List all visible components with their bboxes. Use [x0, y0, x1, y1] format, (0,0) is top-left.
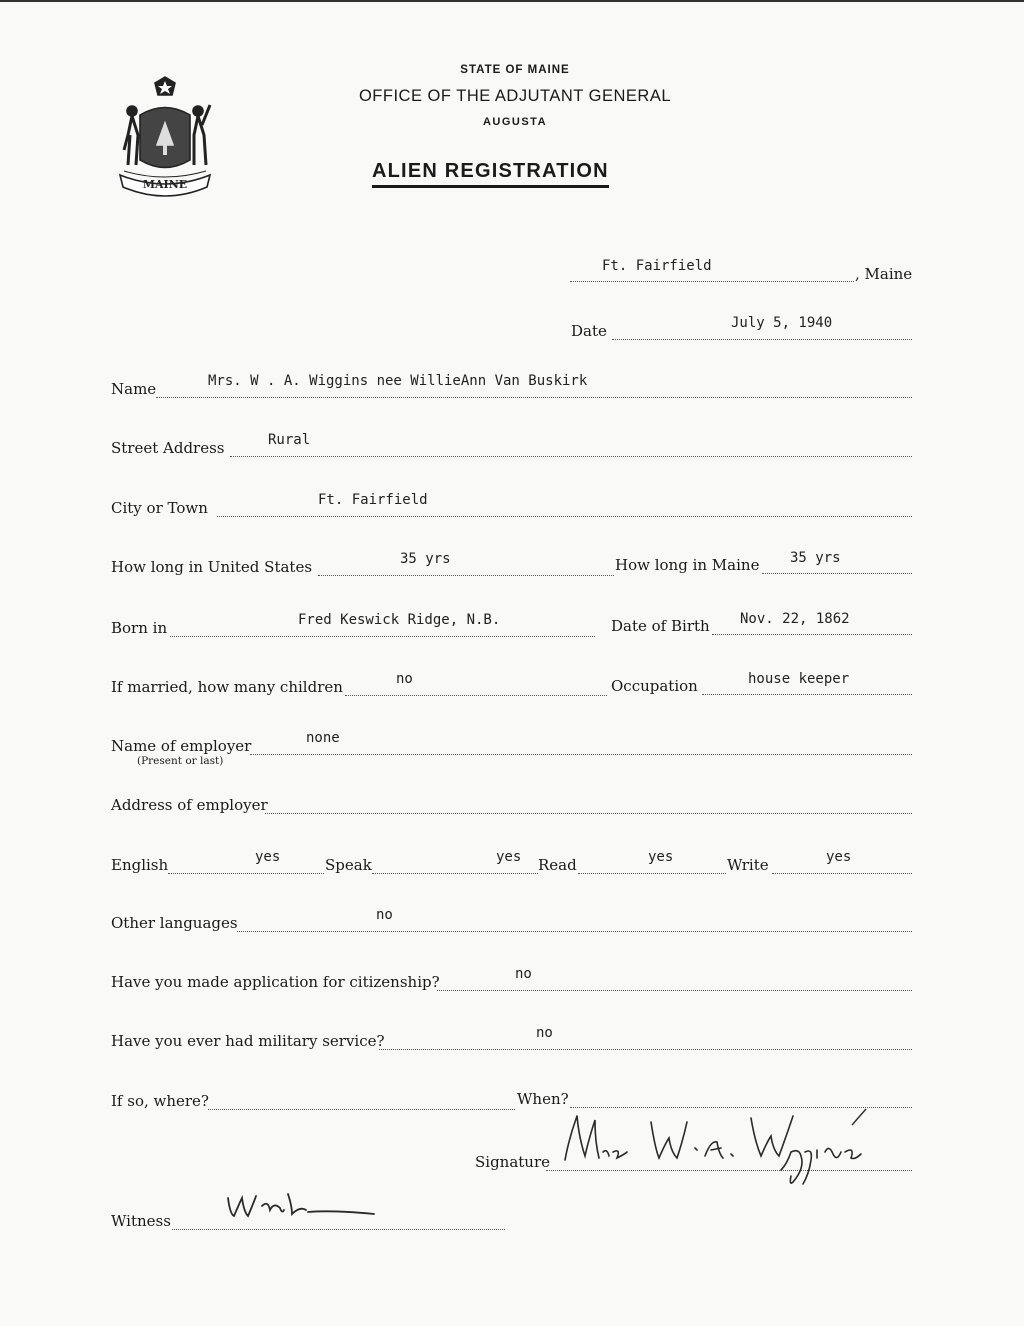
street-address-value[interactable]: Rural — [268, 432, 311, 448]
city-value[interactable]: Ft. Fairfield — [318, 492, 428, 508]
occupation-value[interactable]: house keeper — [748, 671, 850, 687]
how-long-us-value[interactable]: 35 yrs — [400, 551, 451, 567]
how-long-maine-line — [762, 573, 912, 574]
how-long-maine-value[interactable]: 35 yrs — [790, 550, 841, 566]
header-office: OFFICE OF THE ADJUTANT GENERAL — [358, 87, 672, 105]
name-label: Name — [111, 380, 157, 398]
born-in-value[interactable]: Fred Keswick Ridge, N.B. — [298, 612, 501, 628]
where-line — [208, 1109, 515, 1110]
other-languages-line — [237, 931, 912, 932]
header-state: STATE OF MAINE — [460, 64, 570, 76]
employer-line — [250, 754, 912, 755]
military-value[interactable]: no — [536, 1025, 553, 1041]
date-of-birth-value[interactable]: Nov. 22, 1862 — [740, 611, 850, 627]
date-line — [612, 339, 912, 340]
read-label: Read — [538, 856, 577, 874]
how-long-us-label: How long in United States — [111, 558, 313, 576]
name-line — [156, 397, 912, 398]
date-of-birth-line — [712, 634, 912, 635]
read-value[interactable]: yes — [648, 849, 674, 865]
other-languages-label: Other languages — [111, 914, 238, 932]
street-address-line — [230, 456, 912, 457]
name-value[interactable]: Mrs. W . A. Wiggins nee WillieAnn Van Buskirk — [208, 373, 588, 389]
witness-initials-mark[interactable] — [222, 1188, 382, 1228]
other-languages-value[interactable]: no — [376, 907, 393, 923]
signature-label: Signature — [475, 1153, 551, 1171]
english-line — [168, 873, 324, 874]
city-line — [217, 516, 912, 517]
speak-label: Speak — [325, 856, 372, 874]
employer-value[interactable]: none — [306, 730, 340, 746]
street-address-label: Street Address — [111, 439, 225, 457]
write-value[interactable]: yes — [826, 849, 852, 865]
witness-label: Witness — [111, 1212, 171, 1230]
write-label: Write — [727, 856, 769, 874]
employer-address-label: Address of employer — [111, 796, 268, 814]
speak-line — [372, 873, 538, 874]
write-line — [772, 873, 912, 874]
employer-address-line — [265, 813, 912, 814]
location-value[interactable]: Ft. Fairfield — [602, 258, 712, 274]
page-top-border — [0, 0, 1024, 2]
state-seal-icon — [110, 75, 220, 205]
date-label: Date — [571, 322, 607, 340]
children-label: If married, how many children — [111, 678, 343, 696]
how-long-us-line — [318, 575, 614, 576]
when-label: When? — [517, 1090, 569, 1108]
speak-value[interactable]: yes — [496, 849, 522, 865]
witness-line — [172, 1229, 505, 1230]
born-in-line — [170, 636, 595, 637]
form-title: ALIEN REGISTRATION — [372, 160, 609, 188]
how-long-maine-label: How long in Maine — [615, 556, 760, 574]
city-label: City or Town — [111, 499, 208, 517]
read-line — [578, 873, 726, 874]
employer-label: Name of employer — [111, 737, 252, 755]
military-label: Have you ever had military service? — [111, 1032, 385, 1050]
military-line — [379, 1049, 912, 1050]
employer-sublabel: (Present or last) — [137, 755, 224, 767]
where-label: If so, where? — [111, 1092, 209, 1110]
citizenship-line — [437, 990, 912, 991]
occupation-label: Occupation — [611, 677, 698, 695]
date-of-birth-label: Date of Birth — [611, 617, 710, 635]
header-city: AUGUSTA — [482, 116, 548, 128]
children-line — [345, 695, 607, 696]
date-value[interactable]: July 5, 1940 — [731, 315, 833, 331]
born-in-label: Born in — [111, 619, 168, 637]
english-label: English — [111, 856, 169, 874]
children-value[interactable]: no — [396, 671, 413, 687]
location-line — [570, 281, 854, 282]
seal-banner-text: MAINE — [142, 178, 188, 191]
signature-mark[interactable] — [555, 1108, 885, 1188]
location-suffix: , Maine — [855, 265, 913, 283]
tick-mark-icon — [850, 1105, 870, 1129]
citizenship-label: Have you made application for citizenship? — [111, 973, 440, 991]
occupation-line — [702, 694, 912, 695]
citizenship-value[interactable]: no — [515, 966, 532, 982]
english-value[interactable]: yes — [255, 849, 281, 865]
